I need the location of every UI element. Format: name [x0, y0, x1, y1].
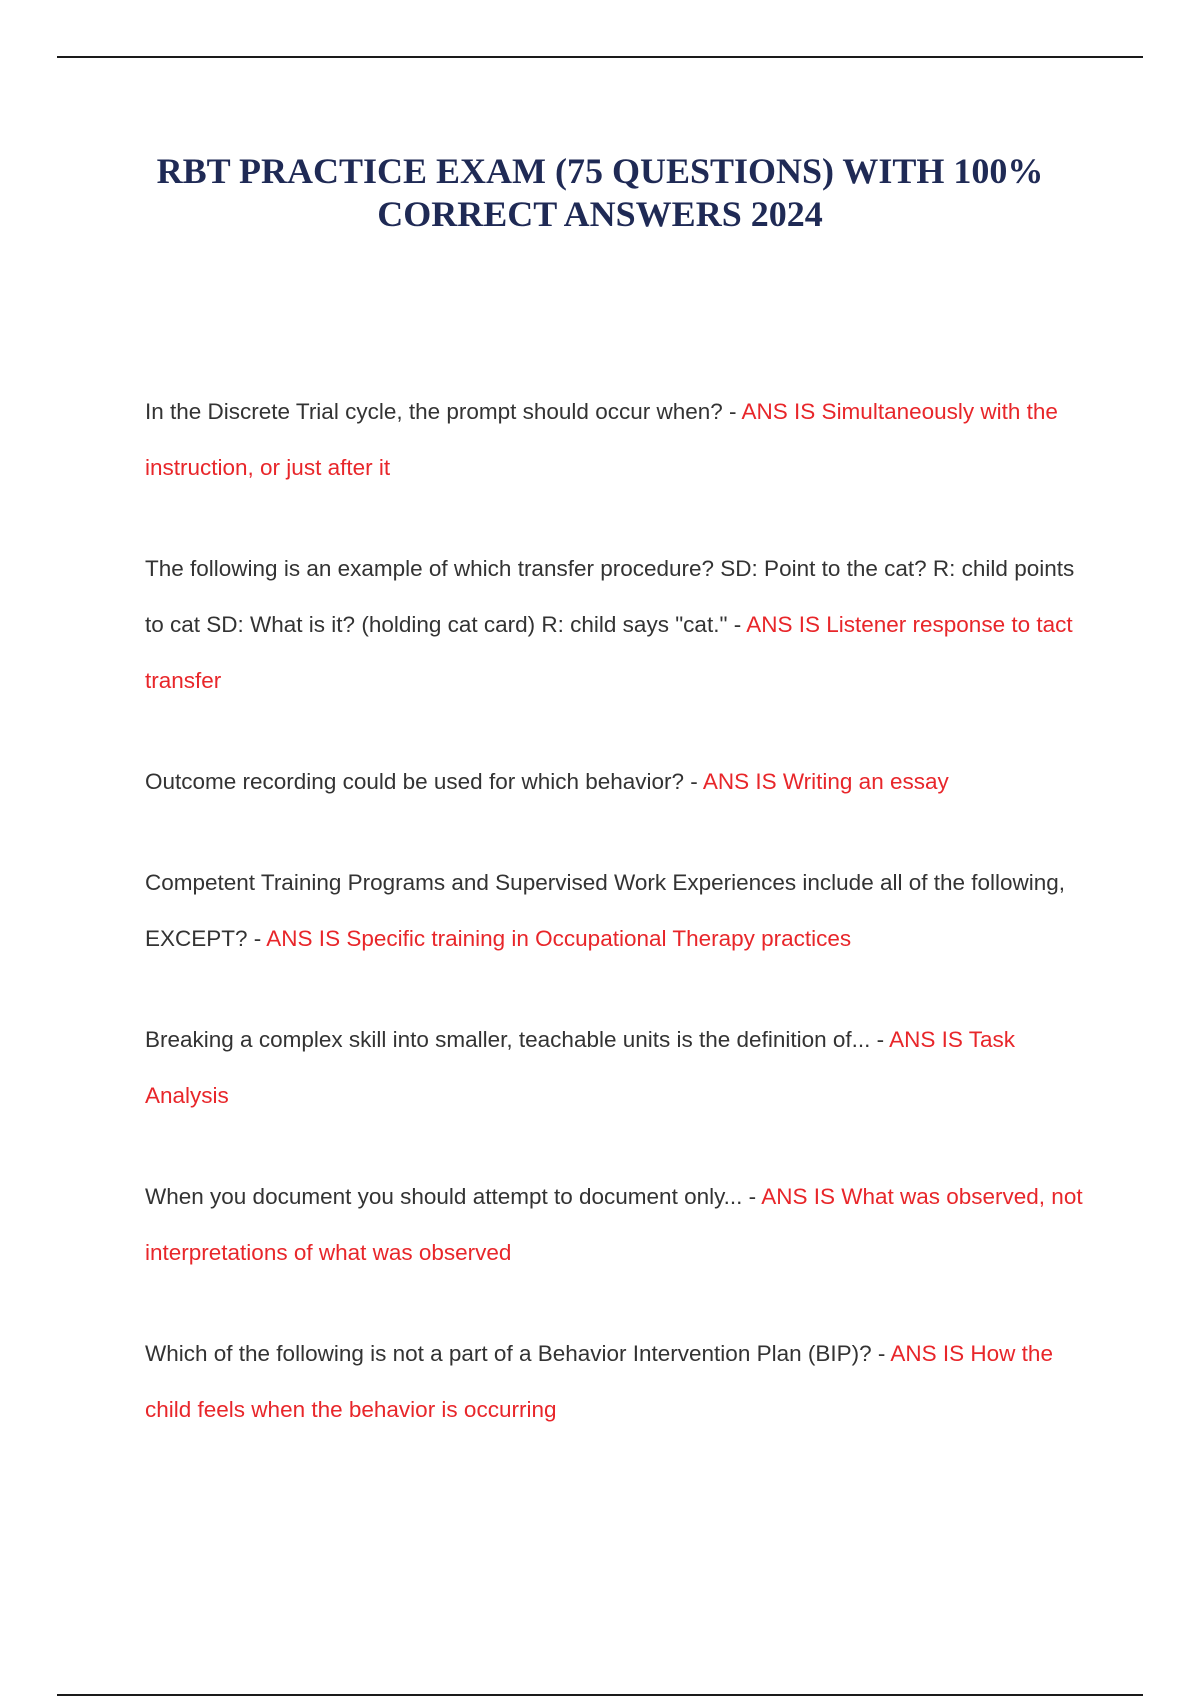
answer-text: ANS IS Listener response to tact transfer	[145, 612, 1073, 693]
answer-text: ANS IS How the child feels when the behavior is occurring	[145, 1341, 1053, 1422]
bottom-divider	[57, 1694, 1143, 1696]
question-text: In the Discrete Trial cycle, the prompt should occur when? -	[145, 399, 742, 424]
qa-item-2	[145, 541, 1095, 709]
question-text: Outcome recording could be used for which behavior? -	[145, 769, 703, 794]
question-text: Competent Training Programs and Supervised Work Experiences include all of the following, EXCEPT? -	[145, 870, 1066, 951]
qa-item-4	[145, 855, 1095, 967]
answer-text: ANS IS Task Analysis	[145, 1027, 1016, 1108]
answer-text: ANS IS What was observed, not interpretations of what was observed	[145, 1184, 1083, 1265]
question-list	[145, 384, 1095, 1438]
qa-item-7	[145, 1326, 1095, 1438]
qa-item-1	[145, 384, 1095, 496]
top-divider	[57, 56, 1143, 58]
qa-item-3	[145, 754, 1095, 810]
question-text: Breaking a complex skill into smaller, teachable units is the definition of... -	[145, 1027, 890, 1052]
page-title: RBT PRACTICE EXAM (75 QUESTIONS) WITH 100% CORRECT ANSWERS 2024	[156, 151, 1044, 234]
question-text: The following is an example of which transfer procedure? SD: Point to the cat? R: child points to cat SD: What is it? (holding cat card) R: child says "cat." -	[145, 556, 1075, 637]
answer-text: ANS IS Writing an essay	[702, 769, 949, 794]
answer-text: ANS IS Simultaneously with the instruction, or just after it	[145, 399, 1058, 480]
qa-item-6	[145, 1169, 1095, 1281]
qa-item-5	[145, 1012, 1095, 1124]
answer-text: ANS IS Specific training in Occupational Therapy practices	[266, 926, 852, 951]
question-text: Which of the following is not a part of a Behavior Intervention Plan (BIP)? -	[145, 1341, 891, 1366]
question-text: When you document you should attempt to document only... -	[145, 1184, 762, 1209]
